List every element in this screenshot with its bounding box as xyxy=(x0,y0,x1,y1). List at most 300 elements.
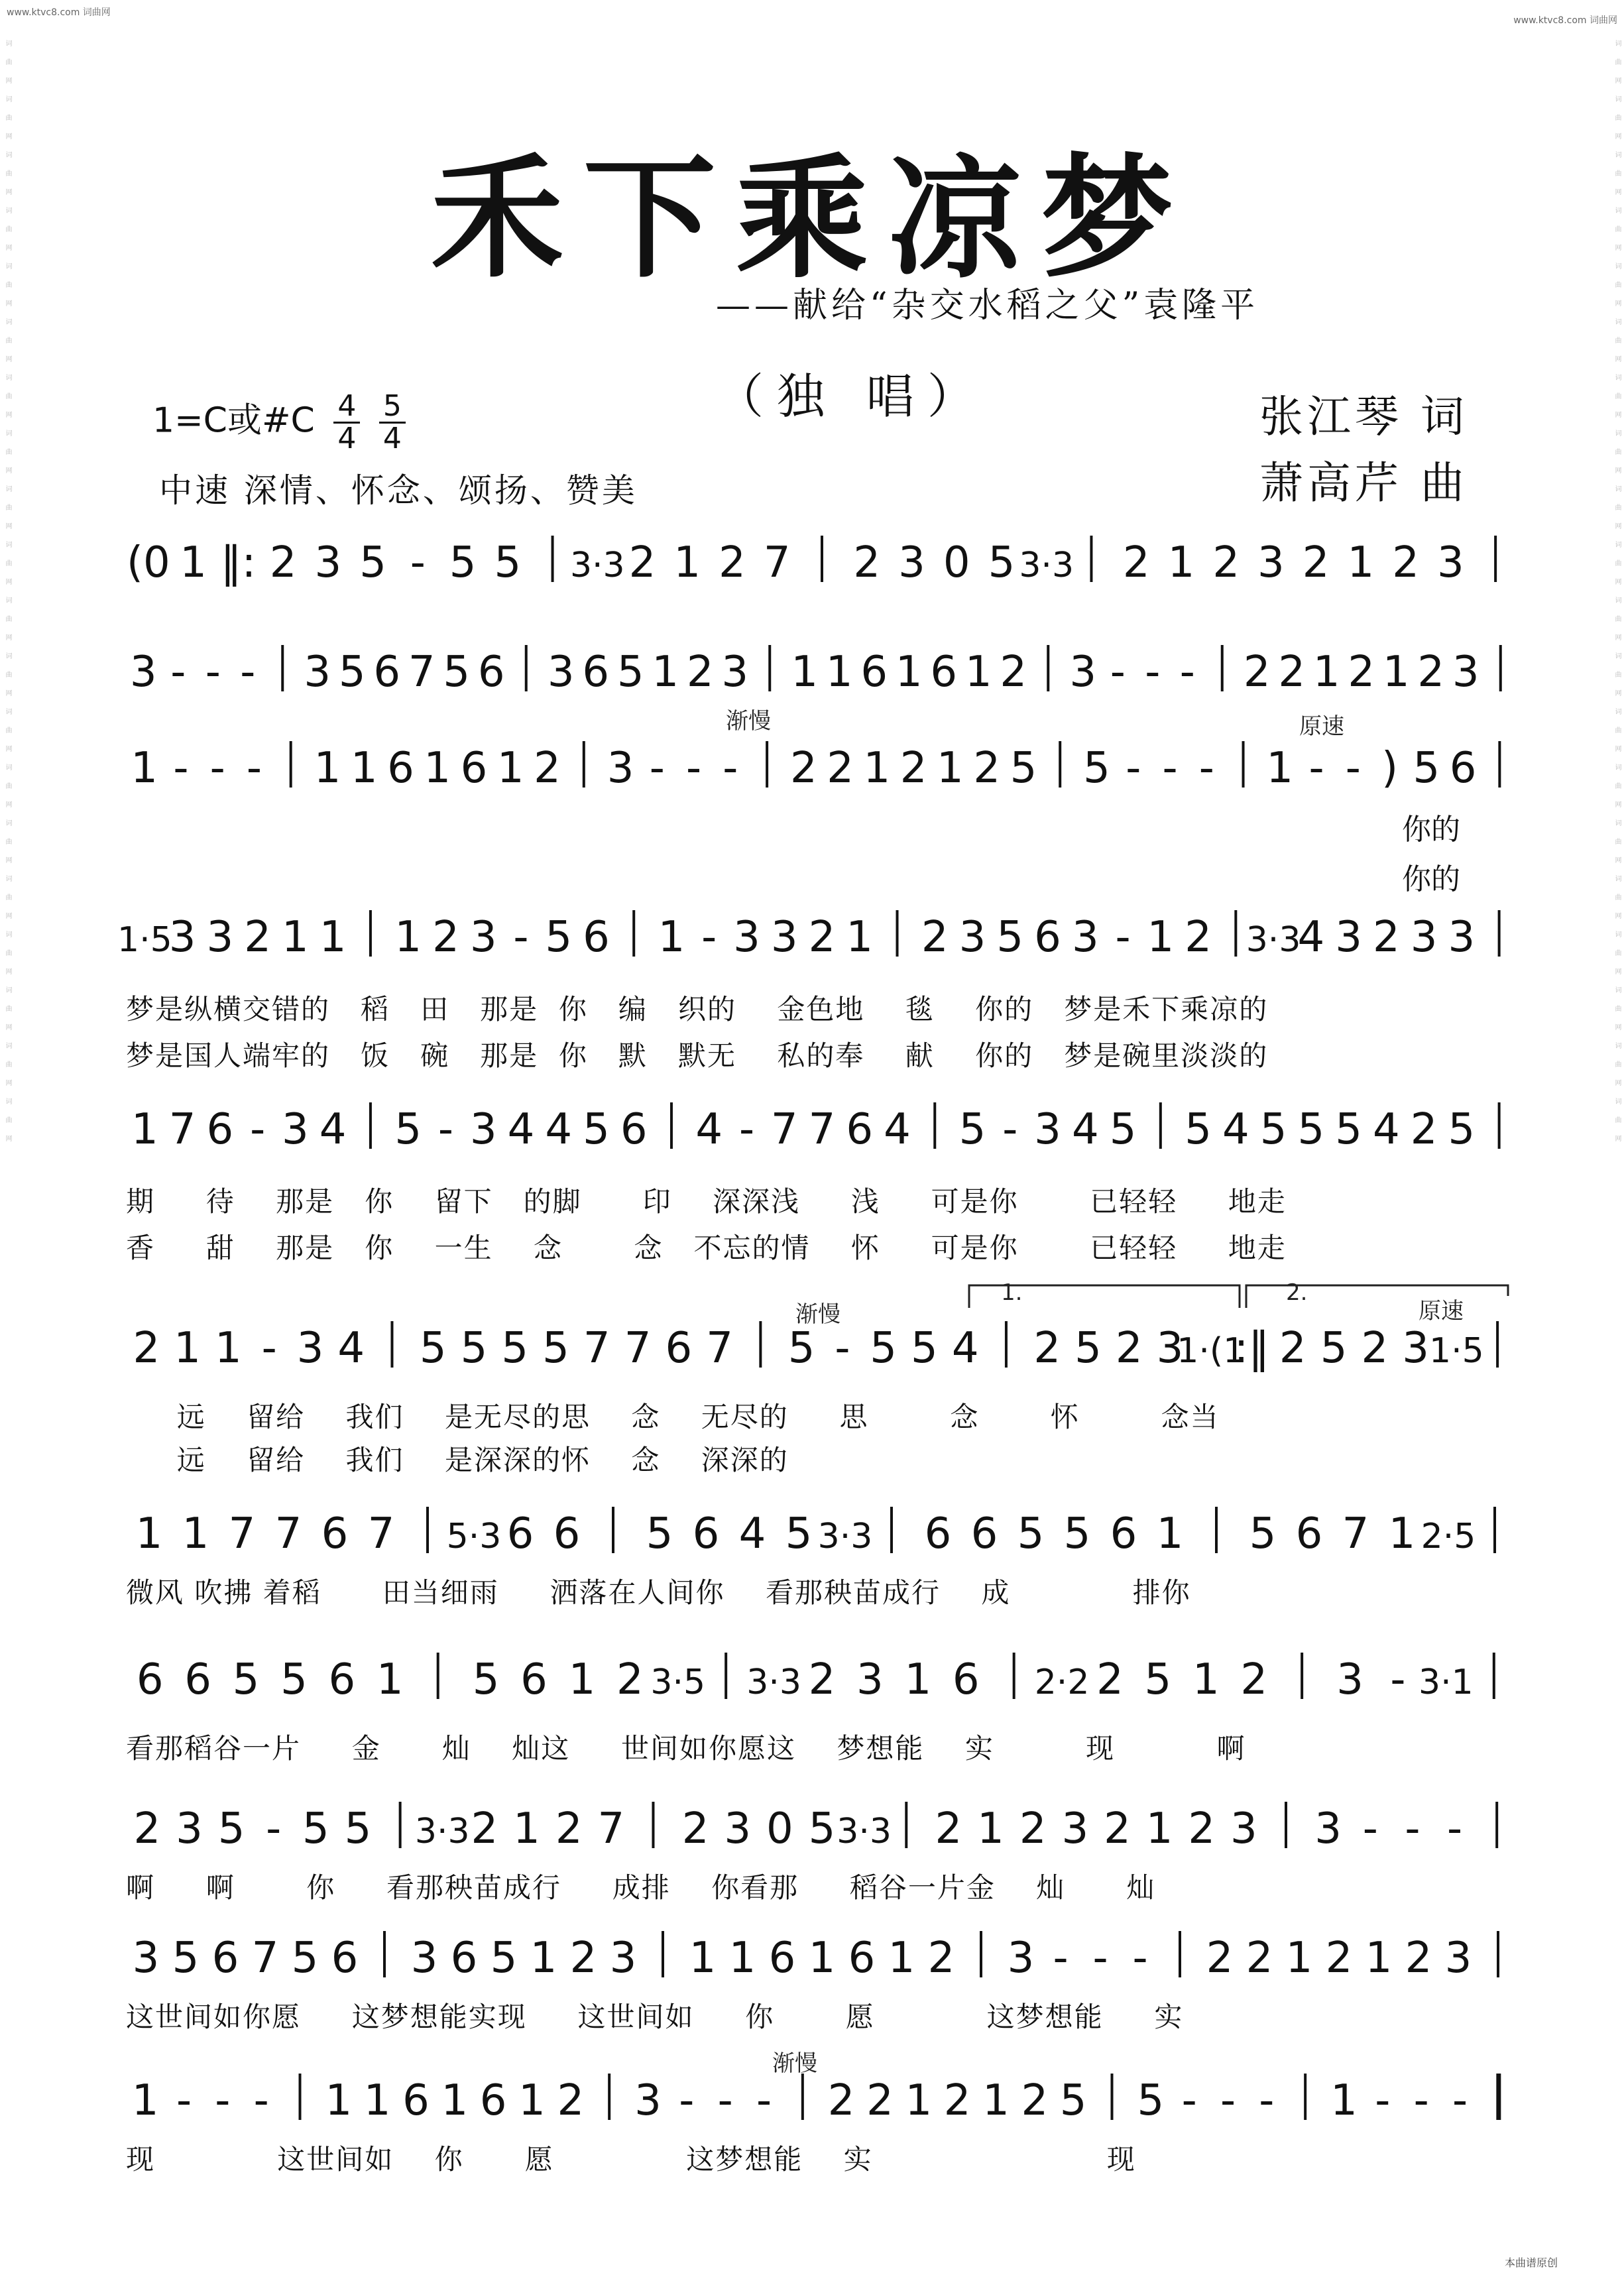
lyric-line: 香 甜 那是 你 一生 念 念 不忘的情 怀 可是你 已轻轻 地走 xyxy=(126,1232,1287,1264)
note: 5 xyxy=(988,538,1015,587)
note: 1 xyxy=(1167,538,1195,587)
lyric-line: 现 这世间如 你 愿 这梦想能 实 现 xyxy=(126,2143,1136,2176)
note: 0 xyxy=(943,538,970,587)
note: 3 xyxy=(1007,1934,1035,1983)
note: 6 xyxy=(970,1509,998,1558)
note: 7 xyxy=(770,1105,798,1154)
footer-note: 本曲谱原创 xyxy=(1504,2256,1558,2269)
note: 2·2 xyxy=(1034,1663,1090,1702)
pickup-lyric-1: 你的 xyxy=(1402,813,1460,847)
dash-note: - xyxy=(1413,2076,1429,2125)
note: 6 xyxy=(460,744,488,793)
note: 2 xyxy=(1325,1934,1353,1983)
note: 5 xyxy=(302,1804,329,1853)
note: 3 xyxy=(1069,648,1097,697)
note: 6 xyxy=(506,1509,534,1558)
note: 1 xyxy=(658,913,685,962)
note: 3 xyxy=(634,2076,662,2125)
note: (0 xyxy=(127,538,170,587)
note: 2 xyxy=(1212,538,1240,587)
note: 1 xyxy=(182,1509,209,1558)
note: 2 xyxy=(1122,538,1150,587)
note: 4 xyxy=(884,1105,911,1154)
note: 3·3 xyxy=(1019,546,1074,585)
note: 3·3 xyxy=(414,1812,470,1851)
note: 1 xyxy=(808,1934,836,1983)
note: 1 xyxy=(350,744,378,793)
note: 2 xyxy=(555,1804,583,1853)
note: 5 xyxy=(419,1324,447,1373)
lyric-line: 啊 啊 你 看那秧苗成行 成排 你看那 稻谷一片金 灿 灿 xyxy=(126,1871,1156,1904)
dash-note: - xyxy=(717,2076,733,2125)
note: 2 xyxy=(534,744,561,793)
note: 5 xyxy=(1249,1509,1277,1558)
note: 5 xyxy=(280,1655,308,1704)
note: 1 xyxy=(441,2076,469,2125)
note: 3 xyxy=(1410,913,1438,962)
note: 3 xyxy=(724,1804,752,1853)
note: 2 xyxy=(569,1934,597,1983)
note: 1 xyxy=(673,538,701,587)
note: 2 xyxy=(1392,538,1420,587)
note: 6 xyxy=(1034,913,1061,962)
dash-note: - xyxy=(170,648,186,697)
notation-line xyxy=(113,640,1531,699)
note: 5 xyxy=(646,1509,673,1558)
note: 3·3 xyxy=(817,1517,873,1556)
note: 3 xyxy=(1402,1324,1429,1373)
dash-note: - xyxy=(649,744,665,793)
note: 1 xyxy=(1347,538,1375,587)
note: 2 xyxy=(935,1804,962,1853)
dash-note: - xyxy=(723,744,738,793)
note: 3·5 xyxy=(650,1663,706,1702)
note: 1 xyxy=(904,1655,932,1704)
dash-note: - xyxy=(261,1324,277,1373)
note: 7 xyxy=(228,1509,256,1558)
note: 6 xyxy=(1449,744,1477,793)
dash-note: - xyxy=(1446,1804,1463,1853)
dash-note: - xyxy=(1132,1934,1148,1983)
note: 2 xyxy=(1279,1324,1306,1373)
note: 5 xyxy=(291,1934,319,1983)
note: 6 xyxy=(665,1324,693,1373)
note: 2 xyxy=(1278,648,1306,697)
song-title: 禾下乘凉梦 xyxy=(430,141,1193,296)
dash-note: - xyxy=(253,2076,269,2125)
note: 1 xyxy=(376,1655,404,1704)
note: 1 xyxy=(977,1804,1004,1853)
note: 2 xyxy=(866,2076,894,2125)
notation-line xyxy=(113,1647,1531,1707)
note: 2 xyxy=(1188,1804,1216,1853)
note: 5 xyxy=(460,1324,488,1373)
note: 1 xyxy=(496,744,524,793)
note: 3 xyxy=(304,648,331,697)
notation-svg xyxy=(113,736,1531,795)
dash-note: - xyxy=(266,1804,282,1853)
note: 4 xyxy=(951,1324,979,1373)
time-signature-4-4: $\frac{4}{4}$ xyxy=(333,391,360,454)
note: 2 xyxy=(1372,913,1400,962)
a-tempo-mark: 原速 xyxy=(1299,713,1344,740)
performance-form: （独 唱） xyxy=(716,369,988,424)
note: 6 xyxy=(184,1655,211,1704)
dash-note: - xyxy=(1145,648,1161,697)
note: 2 xyxy=(1104,1804,1131,1853)
note: 3 xyxy=(721,648,749,697)
note: 5 xyxy=(1185,1105,1212,1154)
note: 2 xyxy=(827,744,854,793)
note: 2 xyxy=(1019,1804,1047,1853)
note: 1 xyxy=(982,2076,1010,2125)
dash-note: - xyxy=(1126,744,1141,793)
dash-note: - xyxy=(410,538,426,587)
dash-note: - xyxy=(1390,1655,1406,1704)
note: 2 xyxy=(1021,2076,1049,2125)
dash-note: - xyxy=(1053,1934,1069,1983)
note: 6 xyxy=(846,1105,874,1154)
notation-svg xyxy=(113,2068,1531,2128)
note: 5 xyxy=(1074,1324,1102,1373)
note: 6 xyxy=(924,1509,952,1558)
note: 2 xyxy=(244,913,272,962)
note: 1·(1 xyxy=(1177,1331,1246,1371)
note: 1 xyxy=(1145,1804,1173,1853)
volta-brackets xyxy=(968,1283,1511,1309)
note: 5·3 xyxy=(446,1517,502,1556)
note: 6 xyxy=(321,1509,349,1558)
note: 5 xyxy=(494,538,522,587)
note: 7 xyxy=(808,1105,836,1154)
note: 1 xyxy=(215,1324,242,1373)
dash-note: - xyxy=(173,744,189,793)
note: 5 xyxy=(1083,744,1110,793)
note: 2·5 xyxy=(1421,1517,1476,1556)
note: 5 xyxy=(1017,1509,1045,1558)
note: 6 xyxy=(768,1934,796,1983)
note: 2 xyxy=(1302,538,1330,587)
dash-note: - xyxy=(1002,1105,1018,1154)
note: 2 xyxy=(432,913,459,962)
notation-line xyxy=(113,1316,1531,1376)
notation-svg xyxy=(113,905,1531,965)
note: 1 xyxy=(791,648,819,697)
note: 2 xyxy=(808,913,836,962)
note: 5 xyxy=(449,538,477,587)
note: 1 xyxy=(319,913,347,962)
note: 1 xyxy=(846,913,874,962)
key-text: 1=C或#C xyxy=(152,400,315,441)
note: 3·3 xyxy=(746,1663,801,1702)
note: 5 xyxy=(583,1105,610,1154)
note: 1 xyxy=(689,1934,717,1983)
note: 7 xyxy=(597,1804,625,1853)
note: 5 xyxy=(808,1804,836,1853)
note: 3 xyxy=(132,1934,160,1983)
note: ) xyxy=(1381,744,1399,793)
note: 1 xyxy=(1312,648,1340,697)
note: 5 xyxy=(1063,1509,1091,1558)
note: 6 xyxy=(387,744,414,793)
dash-note: - xyxy=(1115,913,1131,962)
note: 4 xyxy=(337,1324,365,1373)
composer: 萧高芹 曲 xyxy=(1259,457,1468,508)
notation-line xyxy=(113,905,1531,965)
note: :‖ xyxy=(1234,1324,1270,1373)
note: 1·5 xyxy=(1429,1331,1484,1371)
lyricist: 张江琴 词 xyxy=(1259,391,1468,442)
note: ‖: xyxy=(220,538,257,587)
note: 5 xyxy=(490,1934,518,1983)
note: 2 xyxy=(1240,1655,1268,1704)
note: 0 xyxy=(766,1804,793,1853)
note: 1 xyxy=(728,1934,756,1983)
note: 1 xyxy=(568,1655,596,1704)
note: 6 xyxy=(211,1934,239,1983)
dash-note: - xyxy=(240,648,256,697)
note: 1 xyxy=(1382,648,1410,697)
note: 5 xyxy=(172,1934,200,1983)
lyric-line: 这世间如你愿 这梦想能实现 这世间如 你 愿 这梦想能 实 xyxy=(126,2001,1184,2033)
note: 5 xyxy=(443,648,471,697)
note: 5 xyxy=(1335,1105,1362,1154)
note: 3 xyxy=(856,1655,884,1704)
note: 1 xyxy=(1147,913,1175,962)
note: 7 xyxy=(706,1324,733,1373)
a-tempo-mark: 原速 xyxy=(1419,1298,1464,1324)
note: 5 xyxy=(1320,1324,1348,1373)
note: 3 xyxy=(1061,1804,1089,1853)
notation-svg xyxy=(113,1796,1531,1856)
note: 2 xyxy=(808,1655,836,1704)
note: 1 xyxy=(363,2076,391,2125)
note: 6 xyxy=(1110,1509,1137,1558)
note: 5 xyxy=(344,1804,372,1853)
note: 1 xyxy=(863,744,891,793)
ritardando-mark: 渐慢 xyxy=(772,2050,817,2077)
notation-line xyxy=(113,1501,1531,1561)
note: 3 xyxy=(1448,913,1476,962)
notation-svg xyxy=(113,1647,1531,1707)
note: 6 xyxy=(206,1105,234,1154)
dash-note: - xyxy=(1220,2076,1236,2125)
note: 5 xyxy=(911,1324,938,1373)
note: 1 xyxy=(825,648,853,697)
lyric-line: 远 留给 我们 是深深的怀 念 深深的 xyxy=(126,1444,789,1476)
note: 7 xyxy=(274,1509,302,1558)
note: 1 xyxy=(1285,1934,1313,1983)
note: 6 xyxy=(520,1655,548,1704)
side-watermark-left: 词曲网词曲网词曲网词曲网词曲网词曲网词曲网词曲网词曲网词曲网词曲网词曲网词曲网词曲网词曲网词曲网词曲网词曲网词曲网词曲网 xyxy=(4,40,11,1153)
dash-note: - xyxy=(1375,2076,1391,2125)
note: 5 xyxy=(996,913,1024,962)
note: 6 xyxy=(583,913,610,962)
note: 3 xyxy=(314,538,342,587)
note: 1 xyxy=(424,744,451,793)
note: 2 xyxy=(973,744,1001,793)
note: 1 xyxy=(180,538,207,587)
dash-note: - xyxy=(437,1105,453,1154)
note: 5 xyxy=(1059,2076,1087,2125)
note: 4 xyxy=(319,1105,347,1154)
note: 1 xyxy=(174,1324,202,1373)
note: 2 xyxy=(1410,1105,1438,1154)
watermark-right: www.ktvc8.com 词曲网 xyxy=(1513,15,1617,26)
lyric-line: 微风 吹拂 着稻 田当细雨 洒落在人间你 看那秧苗成行 成 排你 xyxy=(126,1576,1191,1609)
note: 1 xyxy=(1156,1509,1184,1558)
note: 7 xyxy=(251,1934,279,1983)
note: 2 xyxy=(1185,913,1212,962)
notation-svg xyxy=(113,640,1531,699)
note: 5 xyxy=(1297,1105,1325,1154)
dash-note: - xyxy=(215,2076,231,2125)
note: 6 xyxy=(848,1934,876,1983)
dash-note: - xyxy=(1362,1804,1378,1853)
dash-note: - xyxy=(701,913,717,962)
note: 3 xyxy=(770,913,798,962)
note: 3 xyxy=(1452,648,1479,697)
note: 5 xyxy=(545,913,573,962)
note: 6 xyxy=(331,1934,359,1983)
note: 3 xyxy=(206,913,234,962)
note: 3 xyxy=(469,913,497,962)
dash-note: - xyxy=(1405,1804,1421,1853)
note: 5 xyxy=(1010,744,1037,793)
note: 2 xyxy=(681,1804,709,1853)
note: 1 xyxy=(394,913,422,962)
note: 3 xyxy=(129,648,157,697)
dash-note: - xyxy=(1308,744,1324,793)
note: 6 xyxy=(1295,1509,1323,1558)
tempo-marking: 中速 深情、怀念、颂扬、赞美 xyxy=(159,471,638,510)
note: 5 xyxy=(616,648,644,697)
note: 2 xyxy=(899,744,927,793)
note: 5 xyxy=(1413,744,1440,793)
notation-line xyxy=(113,530,1531,590)
note: 3 xyxy=(958,913,986,962)
note: 5 xyxy=(1137,2076,1165,2125)
dash-note: - xyxy=(205,648,221,697)
note: 1 xyxy=(513,1804,540,1853)
dash-note: - xyxy=(835,1324,850,1373)
note: 2 xyxy=(133,1324,160,1373)
note: 2 xyxy=(471,1804,498,1853)
notation-svg xyxy=(113,1501,1531,1561)
note: 1 xyxy=(131,1105,158,1154)
note: 6 xyxy=(136,1655,164,1704)
note: 6 xyxy=(930,648,958,697)
pickup-lyric-2: 你的 xyxy=(1402,862,1460,896)
note: 5 xyxy=(501,1324,529,1373)
note: 2 xyxy=(133,1804,161,1853)
note: 4 xyxy=(545,1105,573,1154)
dash-note: - xyxy=(756,2076,772,2125)
dash-note: - xyxy=(1092,1934,1108,1983)
note: 3 xyxy=(1257,538,1285,587)
note: 5 xyxy=(870,1324,898,1373)
notation-svg xyxy=(113,1097,1531,1157)
dash-note: - xyxy=(1259,2076,1275,2125)
note: 3 xyxy=(1336,1655,1363,1704)
notation-line xyxy=(113,2068,1531,2128)
note: 3 xyxy=(733,913,760,962)
note: 6 xyxy=(692,1509,720,1558)
note: 2 xyxy=(628,538,656,587)
note: 1 xyxy=(1365,1934,1393,1983)
side-watermark-right: 词曲网词曲网词曲网词曲网词曲网词曲网词曲网词曲网词曲网词曲网词曲网词曲网词曲网词曲网词曲网词曲网词曲网词曲网词曲网词曲网 xyxy=(1613,40,1621,1153)
ritardando-mark: 渐慢 xyxy=(795,1301,841,1328)
note: 3·3 xyxy=(1246,920,1301,960)
note: 1 xyxy=(135,1509,163,1558)
note: 1 xyxy=(1266,744,1294,793)
note: 2 xyxy=(1096,1655,1124,1704)
note: 2 xyxy=(1361,1324,1389,1373)
note: 1 xyxy=(131,2076,159,2125)
lyric-line: 看那稻谷一片 金 灿 灿这 世间如你愿这 梦想能 实 现 啊 xyxy=(126,1732,1246,1765)
notation-svg xyxy=(113,1316,1531,1376)
note: 2 xyxy=(1405,1934,1432,1983)
note: 5 xyxy=(359,538,386,587)
note: 6 xyxy=(477,648,505,697)
note: 2 xyxy=(921,913,949,962)
lyric-line: 梦是纵横交错的 稻 田 那是 你 编 织的 金色地 毯 你的 梦是禾下乘凉的 xyxy=(126,993,1269,1025)
note: 2 xyxy=(719,538,746,587)
note: 2 xyxy=(790,744,817,793)
note: 2 xyxy=(1243,648,1271,697)
note: 4 xyxy=(1297,913,1325,962)
note: 2 xyxy=(1033,1324,1061,1373)
dash-note: - xyxy=(1110,648,1126,697)
note: 3 xyxy=(1314,1804,1342,1853)
note: 4 xyxy=(695,1105,723,1154)
note: 2 xyxy=(927,1934,955,1983)
dash-note: - xyxy=(686,744,702,793)
note: 7 xyxy=(763,538,791,587)
note: 7 xyxy=(408,648,435,697)
notation-svg xyxy=(113,530,1531,590)
note: 2 xyxy=(1246,1934,1273,1983)
note: 5 xyxy=(1448,1105,1476,1154)
note: 3 xyxy=(547,648,575,697)
note: 6 xyxy=(328,1655,356,1704)
note: 2 xyxy=(616,1655,644,1704)
note: 5 xyxy=(785,1509,813,1558)
note: 1·5 xyxy=(117,920,172,960)
note: 2 xyxy=(557,2076,585,2125)
note: 5 xyxy=(338,648,366,697)
note: 2 xyxy=(943,2076,971,2125)
note: 5 xyxy=(1259,1105,1287,1154)
note: 3 xyxy=(607,744,634,793)
note: 2 xyxy=(1206,1934,1234,1983)
note: 5 xyxy=(958,1105,986,1154)
dash-note: - xyxy=(1162,744,1178,793)
dash-note: - xyxy=(1198,744,1214,793)
dash-note: - xyxy=(250,1105,266,1154)
note: 3·1 xyxy=(1419,1663,1474,1702)
note: 2 xyxy=(1115,1324,1143,1373)
note: 3 xyxy=(1156,1324,1184,1373)
note: 5 xyxy=(1109,1105,1137,1154)
note: 6 xyxy=(479,2076,507,2125)
note: 7 xyxy=(1342,1509,1369,1558)
note: 4 xyxy=(1071,1105,1099,1154)
note: 3 xyxy=(282,1105,309,1154)
dash-note: - xyxy=(738,1105,755,1154)
note: 6 xyxy=(402,2076,430,2125)
note: 2 xyxy=(853,538,881,587)
